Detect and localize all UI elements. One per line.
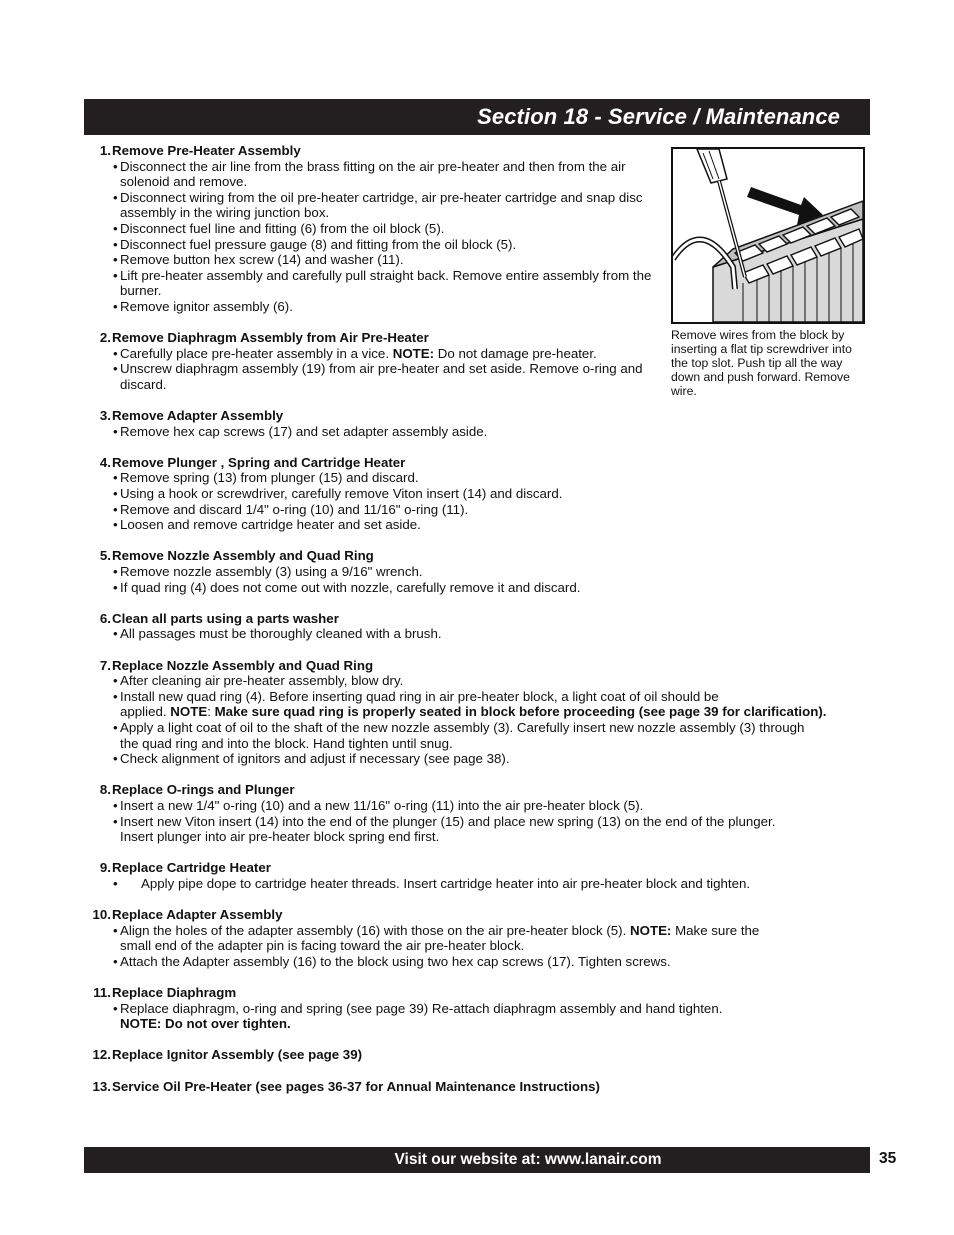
step-1 bbox=[84, 143, 874, 315]
step-title: Replace Nozzle Assembly and Quad Ring bbox=[112, 657, 374, 673]
step-bullet: • After cleaning air pre-heater assembly, blow dry. bbox=[113, 673, 404, 689]
step-number: 2. bbox=[99, 330, 111, 346]
step-title: Clean all parts using a parts washer bbox=[112, 610, 339, 626]
step-bullet: • Disconnect wiring from the oil pre-heater cartridge, air pre-heater cartridge and snap disc assembly in the wiring junction box. bbox=[113, 189, 643, 221]
step-title: Remove Adapter Assembly bbox=[112, 408, 284, 424]
step-bullet: • Remove button hex screw (14) and washer (11). bbox=[113, 252, 404, 268]
procedure-steps bbox=[84, 143, 874, 1110]
step-bullet: • Remove spring (13) from plunger (15) and discard. bbox=[113, 470, 419, 486]
step-10 bbox=[84, 907, 874, 969]
step-number: 8. bbox=[99, 782, 111, 798]
step-2 bbox=[84, 330, 874, 392]
step-bullet: • Remove ignitor assembly (6). bbox=[113, 298, 293, 314]
step-title: Replace Diaphragm bbox=[112, 985, 237, 1001]
section-header bbox=[84, 99, 870, 135]
step-bullet: • Install new quad ring (4). Before inserting quad ring in air pre-heater block, a light coat of oil should be applied. NOTE: Make sure quad ring is properly seated in block before proceeding (see page 39 for clarification). bbox=[113, 688, 827, 720]
step-number: 13. bbox=[92, 1078, 111, 1094]
step-bullet: • Attach the Adapter assembly (16) to the block using two hex cap screws (17). Tighten screws. bbox=[113, 953, 671, 969]
step-9 bbox=[84, 860, 874, 891]
step-13 bbox=[84, 1079, 874, 1095]
step-bullet: • Disconnect fuel pressure gauge (8) and fitting from the oil block (5). bbox=[113, 236, 517, 252]
step-5 bbox=[84, 548, 874, 595]
step-bullet: • Remove and discard 1/4" o-ring (10) and 11/16" o-ring (11). bbox=[113, 501, 469, 517]
step-11 bbox=[84, 985, 874, 1032]
website-link[interactable]: Visit our website at: www.lanair.com bbox=[394, 1151, 662, 1168]
step-bullet: • Remove nozzle assembly (3) using a 9/16" wrench. bbox=[113, 564, 423, 580]
step-number: 7. bbox=[99, 657, 111, 673]
step-bullet: • Apply a light coat of oil to the shaft of the new nozzle assembly (3). Carefully insert new nozzle assembly (3) through the quad ring and into the block. Hand tighten until snug. bbox=[113, 719, 805, 751]
step-number: 1. bbox=[99, 143, 111, 158]
step-bullet: • Check alignment of ignitors and adjust if necessary (see page 38). bbox=[113, 751, 510, 767]
step-bullet: • Loosen and remove cartridge heater and set aside. bbox=[113, 517, 421, 533]
step-title: Replace O-rings and Plunger bbox=[112, 782, 295, 798]
step-bullet: • Carefully place pre-heater assembly in a vice. NOTE: Do not damage pre-heater. bbox=[113, 345, 597, 361]
step-bullet: • Apply pipe dope to cartridge heater threads. Insert cartridge heater into air pre-heater block and tighten. bbox=[113, 875, 751, 891]
step-title: Replace Ignitor Assembly (see page 39) bbox=[112, 1047, 363, 1063]
step-title: Remove Nozzle Assembly and Quad Ring bbox=[112, 548, 374, 564]
step-bullet: • If quad ring (4) does not come out with nozzle, carefully remove it and discard. bbox=[113, 579, 581, 595]
step-number: 11. bbox=[93, 985, 111, 1001]
step-12 bbox=[84, 1047, 874, 1063]
step-3 bbox=[84, 408, 874, 439]
page-number: 35 bbox=[879, 1150, 897, 1167]
section-title: Section 18 - Service / Maintenance bbox=[477, 104, 840, 129]
step-bullet: • Disconnect fuel line and fitting (6) from the oil block (5). bbox=[113, 220, 445, 236]
step-title: Remove Diaphragm Assembly from Air Pre-Heater bbox=[112, 330, 429, 346]
step-bullet: • Remove hex cap screws (17) and set adapter assembly aside. bbox=[113, 423, 488, 439]
step-number: 9. bbox=[99, 860, 111, 876]
step-number: 10. bbox=[92, 907, 111, 923]
step-bullet: • Align the holes of the adapter assembly (16) with those on the air pre-heater block (5). NOTE: Make sure the small end of the adapter pin is facing toward the air pre-heater block. bbox=[113, 922, 760, 954]
step-title: Remove Pre-Heater Assembly bbox=[112, 143, 301, 158]
footer-bar bbox=[84, 1147, 870, 1173]
step-title: Replace Adapter Assembly bbox=[112, 907, 283, 923]
step-bullet: • Insert a new 1/4" o-ring (10) and a new 11/16" o-ring (11) into the air pre-heater block (5). bbox=[113, 797, 644, 813]
step-6 bbox=[84, 611, 874, 642]
step-number: 5. bbox=[99, 548, 111, 564]
step-bullet: • All passages must be thoroughly cleaned with a brush. bbox=[113, 626, 442, 642]
step-bullet: • Disconnect the air line from the brass fitting on the air pre-heater and then from the air solenoid and remove. bbox=[113, 158, 626, 190]
step-title: Replace Cartridge Heater bbox=[112, 860, 271, 876]
step-bullet: • Using a hook or screwdriver, carefully remove Viton insert (14) and discard. bbox=[113, 486, 563, 502]
step-number: 4. bbox=[99, 454, 111, 470]
step-bullet: • Unscrew diaphragm assembly (19) from air pre-heater and set aside. Remove o-ring and discard. bbox=[113, 361, 643, 392]
step-number: 3. bbox=[99, 408, 111, 424]
figure-caption: Remove wires from the block by inserting a flat tip screwdriver into the top slot. Push tip all the way down and push forward. Remove wire. bbox=[671, 328, 852, 398]
step-8 bbox=[84, 782, 874, 844]
step-7 bbox=[84, 658, 874, 767]
step-number: 6. bbox=[99, 610, 111, 626]
step-bullet: • Lift pre-heater assembly and carefully pull straight back. Remove entire assembly from the burner. bbox=[113, 267, 652, 299]
step-4 bbox=[84, 455, 874, 533]
step-bullet: • Insert new Viton insert (14) into the end of the plunger (15) and place new spring (13) on the end of the plunger. Insert plunger into air pre-heater block spring end first. bbox=[113, 813, 776, 845]
step-bullet: • Replace diaphragm, o-ring and spring (see page 39) Re-attach diaphragm assembly and hand tighten. NOTE: Do not over tighten. bbox=[113, 1000, 723, 1032]
step-title: Remove Plunger , Spring and Cartridge Heater bbox=[112, 454, 406, 470]
step-number: 12. bbox=[92, 1047, 111, 1063]
step-title: Service Oil Pre-Heater (see pages 36-37 for Annual Maintenance Instructions) bbox=[112, 1078, 600, 1094]
